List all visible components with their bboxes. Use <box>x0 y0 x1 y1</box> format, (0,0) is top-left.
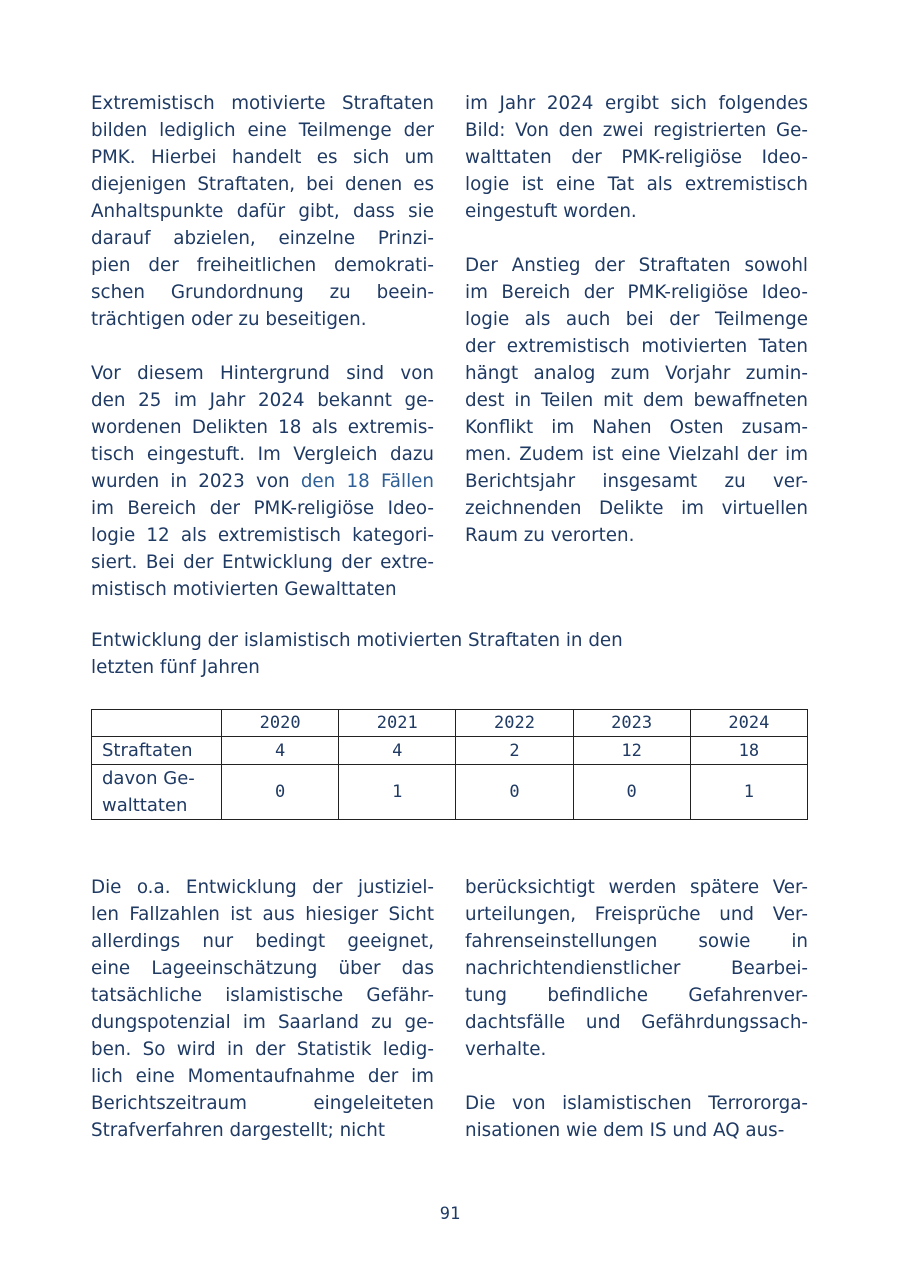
year-header: 2024 <box>690 710 807 737</box>
text-column-bottom-left <box>91 874 434 1144</box>
table-cell: 4 <box>339 737 456 765</box>
year-header: 2023 <box>573 710 690 737</box>
text-line: siert. Bei der Entwicklung der extre- <box>91 552 434 573</box>
text-column-top-right <box>465 90 808 549</box>
paragraph-rise-of-crimes <box>465 252 808 549</box>
table-cell: 0 <box>573 765 690 820</box>
paragraph-violent-crimes-2024 <box>465 90 808 225</box>
text-line: PMK. Hierbei handelt es sich um <box>91 147 434 168</box>
text-line: Bild: Von den zwei registrierten Ge- <box>465 120 808 141</box>
text-line: nisationen wie dem IS und AQ aus- <box>465 1120 785 1141</box>
table-header-row <box>92 710 808 737</box>
text-line: Die von islamistischen Terrororga- <box>465 1093 808 1114</box>
table-caption <box>91 627 691 681</box>
text-line: letzten fünf Jahren <box>91 657 260 678</box>
text-line: urteilungen, Freisprüche und Ver- <box>465 904 808 925</box>
text-line: Die o.a. Entwicklung der justiziel- <box>91 877 434 898</box>
table-cell: 12 <box>573 737 690 765</box>
text-line: eingestuft worden. <box>465 201 637 222</box>
paragraph-extremism-definition <box>91 90 434 333</box>
text-line: mistisch motivierten Gewalttaten <box>91 579 397 600</box>
text-line: im Jahr 2024 ergibt sich folgendes <box>465 93 808 114</box>
text-line: walttaten der PMK-religiöse Ideo- <box>465 147 808 168</box>
text-line: Raum zu verorten. <box>465 525 635 546</box>
text-line: verhalte. <box>465 1039 547 1060</box>
highlighted-reference: den 18 Fällen <box>300 471 434 492</box>
crime-statistics-table <box>91 709 808 820</box>
text-line: bilden lediglich eine Teilmenge der <box>91 120 434 141</box>
year-header: 2020 <box>222 710 339 737</box>
paragraph-case-numbers <box>91 874 434 1144</box>
paragraph-not-considered <box>465 874 808 1063</box>
table-cell: 0 <box>222 765 339 820</box>
text-column-bottom-right <box>465 874 808 1144</box>
text-line: dachtsfälle und Gefährdungssach- <box>465 1012 808 1033</box>
text-line: wurden in 2023 von den 18 Fällen <box>91 471 434 492</box>
text-line: im Bereich der PMK-religiöse Ideo- <box>91 498 434 519</box>
text-line: schen Grundordnung zu beein- <box>91 282 434 303</box>
text-line: diejenigen Straftaten, bei denen es <box>91 174 434 195</box>
text-line: men. Zudem ist eine Vielzahl der im <box>465 444 808 465</box>
table-cell: 1 <box>339 765 456 820</box>
text-line: nachrichtendienstlicher Bearbei- <box>465 958 808 979</box>
text-line: Konflikt im Nahen Osten zusam- <box>465 417 808 438</box>
text-line: Anhaltspunkte dafür gibt, dass sie <box>91 201 434 222</box>
text-line: tatsächliche islamistische Gefähr- <box>91 985 434 1006</box>
table-cell: 4 <box>222 737 339 765</box>
text-line: darauf abzielen, einzelne Prinzi- <box>91 228 434 249</box>
text-line: pien der freiheitlichen demokrati- <box>91 255 434 276</box>
text-line: fahrenseinstellungen sowie in <box>465 931 808 952</box>
row-label <box>92 765 222 820</box>
text-line: im Bereich der PMK-religiöse Ideo- <box>465 282 808 303</box>
text-line: wordenen Delikten 18 als extremis- <box>91 417 434 438</box>
text-line: lich eine Momentaufnahme der im <box>91 1066 434 1087</box>
table-cell: 2 <box>456 737 573 765</box>
text-line: len Fallzahlen ist aus hiesiger Sicht <box>91 904 434 925</box>
text-line: Entwicklung der islamistisch motivierten Straftaten in den <box>91 630 623 651</box>
text-line: ben. So wird in der Statistik ledig- <box>91 1039 434 1060</box>
text-line: berücksichtigt werden spätere Ver- <box>465 877 808 898</box>
text-line: davon Ge- <box>102 768 195 789</box>
text-line: den 25 im Jahr 2024 bekannt ge- <box>91 390 434 411</box>
page-number: 91 <box>439 1204 461 1224</box>
text-line: dest in Teilen mit dem bewaffneten <box>465 390 808 411</box>
text-line: trächtigen oder zu beseitigen. <box>91 309 367 330</box>
table-cell: 0 <box>456 765 573 820</box>
text-line: Extremistisch motivierte Straftaten <box>91 93 434 114</box>
text-line: Vor diesem Hintergrund sind von <box>91 363 434 384</box>
text-line: der extremistisch motivierten Taten <box>465 336 808 357</box>
text-column-top-left <box>91 90 434 603</box>
text-line: Strafverfahren dargestellt; nicht <box>91 1120 386 1141</box>
text-line: hängt analog zum Vorjahr zumin- <box>465 363 808 384</box>
text-line: zeichnenden Delikte im virtuellen <box>465 498 808 519</box>
table-cell: 1 <box>690 765 807 820</box>
table-row-straftaten <box>92 737 808 765</box>
text-line: Berichtsjahr insgesamt zu ver- <box>465 471 808 492</box>
row-label: Straftaten <box>92 737 222 765</box>
paragraph-2024-classification <box>91 360 434 603</box>
text-line: allerdings nur bedingt geeignet, <box>91 931 434 952</box>
table-corner-cell <box>92 710 222 737</box>
text-line: logie 12 als extremistisch kategori- <box>91 525 434 546</box>
text-line: tung befindliche Gefahrenver- <box>465 985 808 1006</box>
paragraph-terror-organisations <box>465 1090 808 1144</box>
text-line: Der Anstieg der Straftaten sowohl <box>465 255 808 276</box>
text-line: walttaten <box>102 795 188 816</box>
year-header: 2021 <box>339 710 456 737</box>
text-line: tisch eingestuft. Im Vergleich dazu <box>91 444 434 465</box>
text-line: eine Lageeinschätzung über das <box>91 958 434 979</box>
text-line: dungspotenzial im Saarland zu ge- <box>91 1012 434 1033</box>
table-cell: 18 <box>690 737 807 765</box>
table-row-gewalttaten <box>92 765 808 820</box>
text-line: logie ist eine Tat als extremistisch <box>465 174 808 195</box>
text-line: Berichtszeitraum eingeleiteten <box>91 1093 434 1114</box>
year-header: 2022 <box>456 710 573 737</box>
text-line: logie als auch bei der Teilmenge <box>465 309 808 330</box>
